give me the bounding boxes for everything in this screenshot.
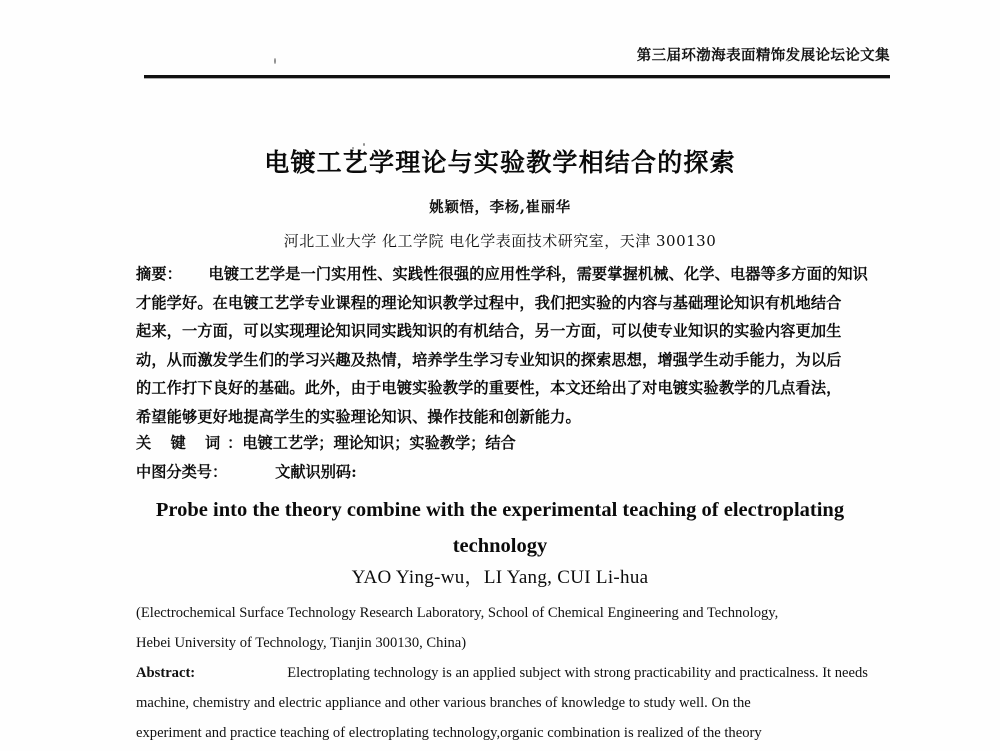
authors-english: YAO Ying-wu，LI Yang, CUI Li-hua xyxy=(351,567,649,588)
abstract-english-label: Abstract: xyxy=(136,665,196,681)
affiliation-english-line: Hebei University of Technology, Tianjin 300130, China) xyxy=(136,635,467,651)
page-title-english xyxy=(0,492,1000,564)
abstract-chinese-line: 起来，一方面，可以实现理论知识同实践知识的有机结合，另一方面，可以使专业知识的实验内容更加生 xyxy=(136,322,842,341)
abstract-english-block xyxy=(136,598,868,748)
abstract-chinese xyxy=(136,260,868,432)
abstract-chinese-line: 的工作打下良好的基础。此外，由于电镀实验教学的重要性，本文还给出了对电镀实验教学的几点看法， xyxy=(136,379,842,398)
running-header-text: 第三届环渤海表面精饰发展论坛论文集 xyxy=(636,47,890,64)
abstract-chinese-line: 动，从而激发学生们的学习兴趣及热情，培养学生学习专业知识的探索思想，增强学生动手能力，为以后 xyxy=(136,350,842,369)
abstract-english-line xyxy=(136,718,868,748)
abstract-chinese-label: 摘要： xyxy=(136,265,183,283)
keywords-label: 关 键 词 xyxy=(136,434,228,452)
document-code-label: 文献识别码: xyxy=(275,462,357,481)
abstract-chinese-line-1-text: 电镀工艺学是一门实用性、实践性很强的应用性学科，需要掌握机械、化学、电器等多方面的知识 xyxy=(208,265,868,283)
abstract-english-line-2: machine, chemistry and electric appliance and other various branches of knowledge to study well. On the xyxy=(136,695,751,711)
affiliation-english-line-1: (Electrochemical Surface Technology Research Laboratory, School of Chemical Engineering and Technology, xyxy=(136,605,779,621)
keywords-value: 电镀工艺学；理论知识；实验教学；结合 xyxy=(242,434,516,452)
keywords-chinese xyxy=(136,429,868,458)
authors-chinese: 姚颖悟，李杨,崔丽华 xyxy=(429,199,571,216)
header-rule xyxy=(144,75,890,78)
classification-line xyxy=(136,458,868,487)
abstract-english-line xyxy=(136,688,868,718)
affiliation-chinese: 河北工业大学 化工学院 电化学表面技术研究室，天津 300130 xyxy=(283,232,717,250)
affiliation-english-line xyxy=(136,598,868,628)
abstract-english-line xyxy=(136,658,868,688)
abstract-chinese-line xyxy=(136,260,868,289)
keywords-block xyxy=(136,429,868,486)
keywords-separator: ： xyxy=(227,434,243,452)
scan-speck xyxy=(274,58,276,64)
page-title: 电镀工艺学理论与实验教学相结合的探索 xyxy=(264,148,736,177)
english-title-line-2: technology xyxy=(452,535,548,557)
english-title-line-1: Probe into the theory combine with the experimental teaching of electroplating xyxy=(155,499,845,521)
abstract-chinese-line: 希望能够更好地提高学生的实验理论知识、操作技能和创新能力。 xyxy=(136,407,581,426)
clc-label: 中图分类号： xyxy=(136,462,228,481)
abstract-english-line-3: experiment and practice teaching of electroplating technology,organic combination is realized of the theory xyxy=(136,725,762,741)
abstract-chinese-line: 才能学好。在电镀工艺学专业课程的理论知识教学过程中，我们把实验的内容与基础理论知识有机地结合 xyxy=(136,293,842,312)
abstract-english-line-1-text: Electroplating technology is an applied subject with strong practicability and practicalness. It needs xyxy=(287,665,868,681)
